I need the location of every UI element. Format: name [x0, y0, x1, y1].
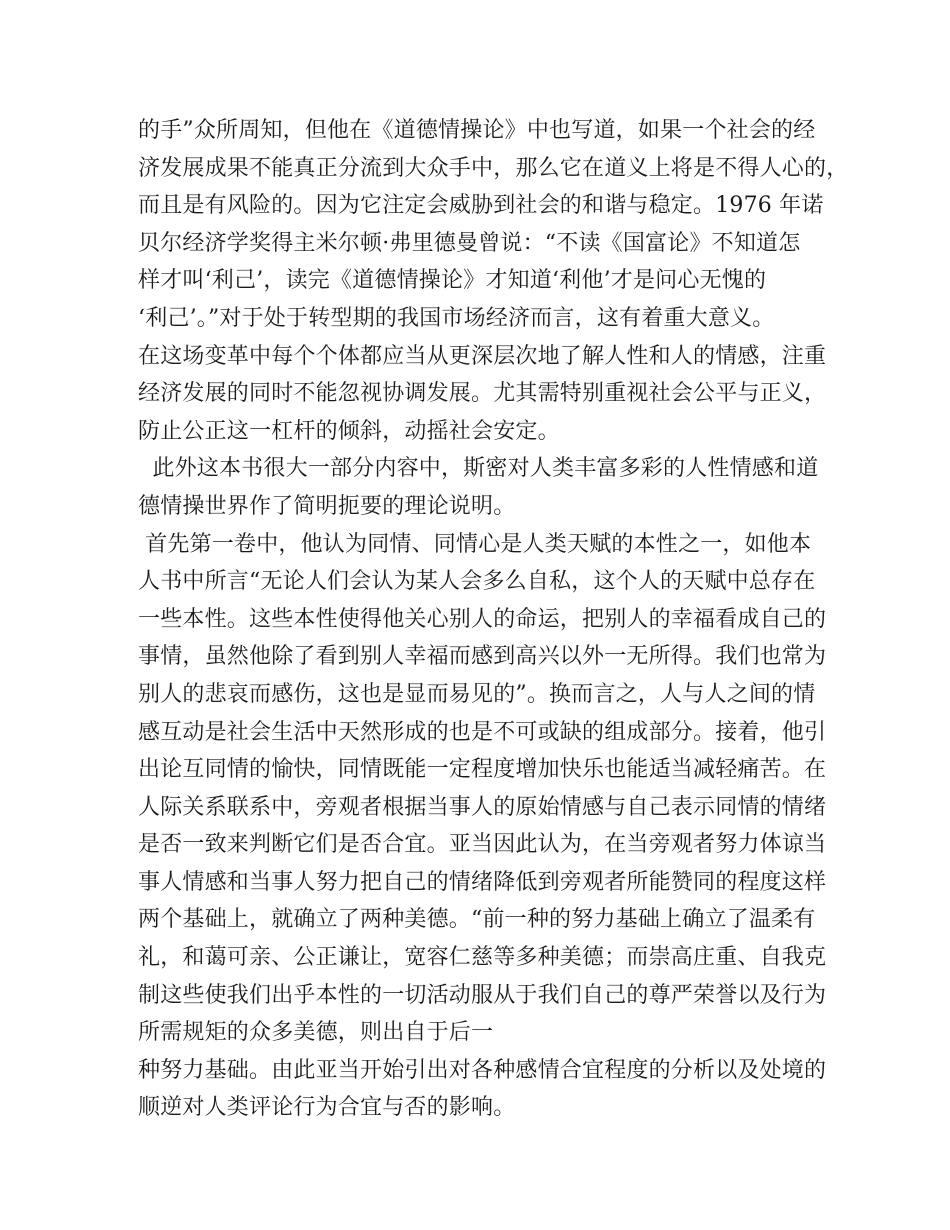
- text-line: 顺逆对人类评论行为合宜与否的影响。: [138, 1095, 516, 1121]
- text-line: 人际关系联系中，旁观者根据当事人的原始情感与自己表示同情的情绪: [138, 794, 827, 820]
- text-line: 人书中所言“无论人们会认为某人会多么自私，这个人的天赋中总存在: [138, 569, 816, 595]
- text-line: 别人的悲哀而感伤，这也是显而易见的”。换而言之，人与人之间的情: [138, 681, 816, 707]
- text-line: 所需规矩的众多美德，则出自于后一: [138, 1020, 494, 1046]
- text-line: 出论互同情的愉快，同情既能一定程度增加快乐也能适当减轻痛苦。在: [138, 757, 827, 783]
- text-line: 种努力基础。由此亚当开始引出对各种感情合宜程度的分析以及处境的: [138, 1057, 827, 1083]
- text-line: 两个基础上，就确立了两种美德。“前一种的努力基础上确立了温柔有: [138, 907, 816, 933]
- text-line: 事情，虽然他除了看到别人幸福而感到高兴以外一无所得。我们也常为: [138, 644, 827, 670]
- body-text: [138, 112, 849, 1127]
- text-line: 德情操世界作了简明扼要的理论说明。: [138, 493, 516, 519]
- text-line: 而且是有风险的。因为它注定会威胁到社会的和谐与稳定。1976 年诺: [138, 193, 824, 219]
- text-line: 首先第一卷中，他认为同情、同情心是人类天赋的本性之一，如他本: [138, 531, 812, 557]
- text-line: 防止公正这一杠杆的倾斜，动摇社会安定。: [138, 418, 560, 444]
- text-line: 事人情感和当事人努力把自己的情绪降低到旁观者所能赞同的程度这样: [138, 869, 827, 895]
- text-line: 的手”众所周知，但他在《道德情操论》中也写道，如果一个社会的经: [138, 118, 816, 143]
- text-line: 是否一致来判断它们是否合宜。亚当因此认为，在当旁观者努力体谅当: [138, 832, 827, 858]
- text-line: 感互动是社会生活中天然形成的也是不可或缺的组成部分。接着，他引: [138, 719, 827, 745]
- text-line: 在这场变革中每个个体都应当从更深层次地了解人性和人的情感，注重: [138, 343, 827, 369]
- text-line: 一些本性。这些本性使得他关心别人的命运，把别人的幸福看成自己的: [138, 606, 827, 632]
- text-line: 经济发展的同时不能忽视协调发展。尤其需特别重视社会公平与正义，: [138, 381, 827, 407]
- text-line: 济发展成果不能真正分流到大众手中，那么它在道义上将是不得人心的，: [138, 155, 849, 181]
- text-line: 礼，和蔼可亲、公正谦让，宽容仁慈等多种美德；而崇高庄重、自我克: [138, 945, 827, 971]
- text-line: 贝尔经济学奖得主米尔顿·弗里德曼曾说：“不读《国富论》不知道怎: [138, 230, 801, 256]
- text-line: 此外这本书很大一部分内容中，斯密对人类丰富多彩的人性情感和道: [138, 456, 819, 482]
- text-line: ‘利己’。”对于处于转型期的我国市场经济而言，这有着重大意义。: [138, 305, 775, 331]
- text-line: 样才叫‘利己’，读完《道德情操论》才知道‘利他’才是问心无愧的: [138, 268, 767, 294]
- text-line: 制这些使我们出乎本性的一切活动服从于我们自己的尊严荣誉以及行为: [138, 982, 827, 1008]
